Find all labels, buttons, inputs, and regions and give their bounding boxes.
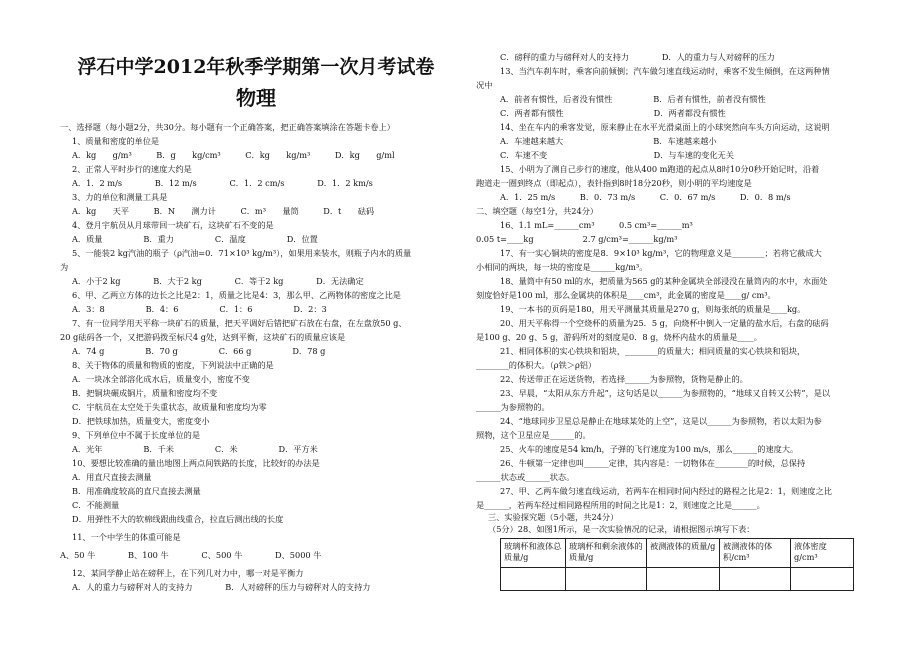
option-line: D．把铁球加热，质量变大，密度变小 (72, 416, 210, 426)
question-line: 7、有一位同学用天平称一块矿石的质量，把天平调好后错把矿石放在右盘，在左盘放50 g、 (72, 318, 407, 328)
question-line: 2、正常人平时步行的速度大约是 (72, 164, 192, 174)
option-line: A．质量 B．重力 C．温度 D．位置 (72, 234, 318, 244)
question-line: 1、质量和密度的单位是 (72, 136, 160, 146)
option-line: C．两者都有惯性 D．两者都没有惯性 (500, 108, 726, 118)
table-cell[interactable] (566, 568, 647, 591)
option-line: D．用弹性不大的软棉线跟曲线重合，拉直后测出线的长度 (72, 514, 284, 524)
option-line: A．1．25 m/s B．0．73 m/s C．0．67 m/s D．0．8 m/s (500, 192, 791, 202)
question-line: 24、“地球同步卫星总是静止在地球某处的上空”，这是以______为参照物，若以太阳为参 (500, 416, 822, 426)
question-line: 4、登月宇航员从月球带回一块矿石，这块矿石不变的是 (72, 220, 274, 230)
section-heading: 一、选择题（每小题2分，共30分。每小题有一个正确答案，把正确答案填涂在答题卡卷上） (60, 122, 395, 132)
option-line: C．不能测量 (72, 500, 120, 510)
question-line: 8、关于物体的质量和物质的密度，下列说法中正确的是 (72, 360, 274, 370)
question-line: 是______，若两车经过相同路程所用的时间之比是1：2，则速度之比是______。 (476, 500, 765, 510)
option-line: A．3：8 B．4：6 C．1：6 D．2：3 (72, 304, 327, 314)
option-line: A．一块冰全部溶化成水后，质量变小，密度不变 (72, 374, 250, 384)
question-line: 26、牛顿第一定律也叫______定律，其内容是：一切物体在________的时候，总保持 (500, 458, 806, 468)
option-line: A．小于2 kg B．大于2 kg C．等于2 kg D．无法确定 (72, 276, 364, 286)
table-header-cell: 被测液体的质量/g (647, 539, 720, 568)
table-header-cell: 玻璃杯和剩余液体的质量/g (566, 539, 647, 568)
question-line: 21、相同体积的实心铁块和铝块，________的质量大；相同质量的实心铁块和铝块， (500, 346, 806, 356)
question-line: 20、用天平称得一个空烧杯的质量为25．5 g，向烧杯中倒入一定量的盐水后，右盘的砝码 (500, 318, 829, 328)
question-line: 23、早晨，“太阳从东方升起”，这句话是以______为参照物的，“地球又自转又公转”，是以 (500, 388, 831, 398)
table-header-cell: 玻璃杯和液体总质量/g (501, 539, 566, 568)
question-line: 20 g砝码各一个，又把游码拨至标尺4 g处，达到平衡，这块矿石的质量应该是 (60, 332, 346, 342)
question-line: 跑道走一圈到终点（即起点），表针指到8时18分20秒，则小明的平均速度是 (476, 178, 752, 188)
option-line: A．人的重力与磅秤对人的支持力 B．人对磅秤的压力与磅秤对人的支持力 (72, 582, 371, 592)
question-line: 15、小明为了测自己步行的速度，他从400 m跑道的起点从8时10分0秒开始记时，沿着 (500, 164, 820, 174)
table-row (501, 568, 854, 591)
question-line: 13、当汽车刹车时，乘客向前倾倒；汽车做匀速直线运动时，乘客不发生倾倒，在这两种情 (500, 66, 830, 76)
option-line: B．把铜块碾成铜片，质量和密度均不变 (72, 388, 218, 398)
question-line: 6、甲、乙两立方体的边长之比是2：1，质量之比是4：3，那么甲、乙两物体的密度之比是 (72, 290, 401, 300)
table-header-cell: 液体密度g/cm³ (791, 539, 854, 568)
question-line: 17、有一实心铜块的密度是8．9×10³ kg/m³，它的物理意义是________；若将它截成大 (500, 248, 822, 258)
option-line: A．74 g B．70 g C．66 g D．78 g (72, 346, 326, 356)
question-line: ______为参照物的。 (476, 402, 550, 412)
option-line: A．车速越来越大 B．车速越来越小 (500, 136, 717, 146)
experiment-table (500, 538, 854, 591)
question-line: 况中 (476, 80, 493, 90)
question-line: ______状态或______状态。 (476, 472, 575, 482)
section-heading: 二、填空题（每空1分，共24分） (476, 206, 599, 216)
question-line: 16、1.1 mL=______cm³ 0.5 cm³=______m³ (500, 220, 693, 230)
option-line: C．磅秤的重力与磅秤对人的支持力 D．人的重力与人对磅秤的压力 (500, 52, 775, 62)
table-cell[interactable] (501, 568, 566, 591)
table-header-row (501, 539, 854, 568)
table-cell[interactable] (647, 568, 720, 591)
question-line: 18、量筒中有50 ml的水，把质量为565 g的某种金属块全部浸没在量筒内的水中，水面处 (500, 276, 828, 286)
subject-title: 物理 (236, 86, 276, 110)
question-line: 14、坐在车内的乘客发觉，原来静止在水平光滑桌面上的小球突然向车头方向运动，这说明 (500, 122, 830, 132)
table-header-cell: 被测液体的体积/cm³ (720, 539, 791, 568)
option-line: C．车速不变 D．与车速的变化无关 (500, 150, 734, 160)
table-cell[interactable] (720, 568, 791, 591)
option-line: A．用直尺直接去测量 (72, 472, 152, 482)
option-line: A．kg g/m³ B．g kg/cm³ C．kg kg/m³ D．kg g/ml (72, 150, 395, 160)
section-heading: 三、实验探究题（5小题，共24分） (488, 512, 619, 522)
question-line: 为 (60, 262, 69, 272)
question-line: 照物，这个卫星应是______的。 (476, 430, 591, 440)
question-line: 0.05 t=____kg 2.7 g/cm³=______kg/m³ (476, 234, 678, 244)
question-line: 9、下列单位中不属于长度单位的是 (72, 430, 201, 440)
question-line: 19、一本书的页码是180，用天平测量其质量是270 g，则每张纸的质量是____kg。 (500, 304, 806, 314)
question-line: 5、一能装2 kg汽油的瓶子（ρ汽油=0．71×10³ kg/m³），如果用来装水，则瓶子内水的质量 (72, 248, 412, 258)
option-line: A．1．2 m/s B．12 m/s C．1．2 cm/s D．1．2 km/s (72, 178, 373, 188)
question-line: 是100 g、20 g、5 g，游码所对的刻度是0．8 g，烧杯内盐水的质量是____。 (476, 332, 762, 342)
question-line: 刻度恰好是100 ml，那么金属块的体积是____cm³，此金属的密度是____g/ cm³。 (476, 290, 776, 300)
question-line: 11、一个中学生的体重可能是 (72, 532, 181, 542)
question-line: 10、要想比较准确的量出地图上两点间铁路的长度，比较好的办法是 (72, 458, 320, 468)
question-line: 小相同的两块，每一块的密度是______kg/m³。 (476, 262, 648, 272)
question-line: ________的体积大。（ρ铁＞ρ铝） (476, 360, 597, 370)
option-line: A．光年 B．千米 C．米 D．平方米 (72, 444, 318, 454)
question-line: 27、甲、乙两车做匀速直线运动，若两车在相同时间内经过的路程之比是2：1，则速度之比 (500, 486, 832, 496)
option-line: A．前者有惯性，后者没有惯性 B．后者有惯性，前者没有惯性 (500, 94, 766, 104)
question-line: （5分）28、如图1所示，是一次实验情况的记录，请根据图示填写下表： (488, 524, 755, 534)
option-line: A．kg 天平 B．N 测力计 C．m³ 量筒 D．t 砝码 (72, 206, 375, 216)
option-line: B．用准确度较高的直尺直接去测量 (72, 486, 201, 496)
option-line: A、50 牛 B、100 牛 C、500 牛 D、5000 牛 (60, 550, 322, 560)
question-line: 12、某同学静止站在磅秤上，在下列几对力中，哪一对是平衡力 (72, 568, 304, 578)
option-line: C．宇航员在太空处于失重状态，故质量和密度均为零 (72, 402, 267, 412)
exam-title: 浮石中学2012年秋季学期第一次月考试卷 (77, 56, 435, 78)
question-line: 22、传送带正在运送货物，若选择______为参照物，货物是静止的。 (500, 374, 748, 384)
question-line: 25、火车的速度是54 km/h，子弹的飞行速度为100 m/s，那么______的速度大。 (500, 444, 799, 454)
question-line: 3、力的单位和测量工具是 (72, 192, 168, 202)
table-cell[interactable] (791, 568, 854, 591)
